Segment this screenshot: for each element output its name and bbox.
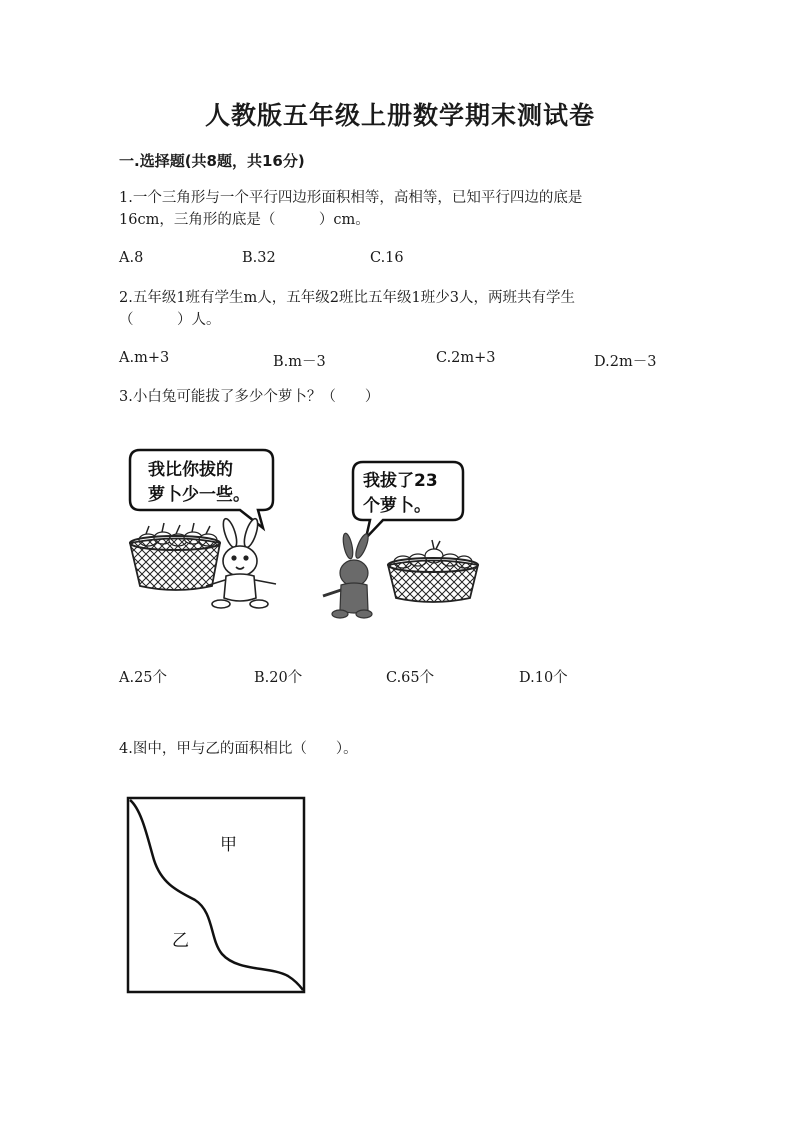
question-1-option-c: C.16	[370, 250, 404, 266]
question-3-option-c: C.65个	[386, 670, 435, 686]
bubble-right-line-1: 我拔了23	[363, 471, 438, 491]
basket-right-icon	[388, 540, 478, 602]
area-comparison-figure	[120, 790, 316, 996]
question-1-line-1: 1.一个三角形与一个平行四边形面积相等，高相等，已知平行四边的底是	[119, 190, 583, 206]
bubble-right-line-2: 个萝卜。	[363, 496, 431, 516]
rabbits-illustration	[118, 438, 498, 628]
question-2-option-b: B.m－3	[273, 354, 326, 370]
page-title: 人教版五年级上册数学期末测试卷	[204, 101, 595, 130]
basket-left-icon	[130, 523, 220, 590]
label-jia: 甲	[220, 835, 237, 855]
question-3-text: 3.小白兔可能拔了多少个萝卜？（ ）	[119, 389, 380, 405]
section-heading: 一.选择题(共8题，共16分)	[119, 152, 305, 170]
bubble-left-line-1: 我比你拔的	[148, 460, 233, 480]
question-1-option-a: A.8	[119, 250, 144, 266]
square-outline	[128, 798, 304, 992]
question-3-option-b: B.20个	[254, 670, 303, 686]
speech-bubble-right	[353, 462, 463, 538]
question-3-option-a: A.25个	[119, 670, 168, 686]
label-yi: 乙	[172, 931, 189, 951]
question-2-option-c: C.2m+3	[436, 350, 496, 366]
gray-rabbit-icon	[323, 532, 372, 618]
speech-bubble-left	[130, 450, 273, 528]
question-1-line-2: 16cm，三角形的底是（ ）cm。	[119, 212, 370, 228]
question-2-line-1: 2.五年级1班有学生m人，五年级2班比五年级1班少3人，两班共有学生	[119, 290, 575, 306]
bubble-left-line-2: 萝卜少一些。	[148, 485, 250, 505]
question-3-option-d: D.10个	[519, 670, 568, 686]
question-2-option-d: D.2m－3	[594, 354, 657, 370]
question-2-line-2: （ ）人。	[119, 312, 221, 328]
question-2-option-a: A.m+3	[119, 350, 170, 366]
question-4-text: 4.图中，甲与乙的面积相比（ ）。	[119, 741, 358, 757]
question-1-option-b: B.32	[242, 250, 276, 266]
